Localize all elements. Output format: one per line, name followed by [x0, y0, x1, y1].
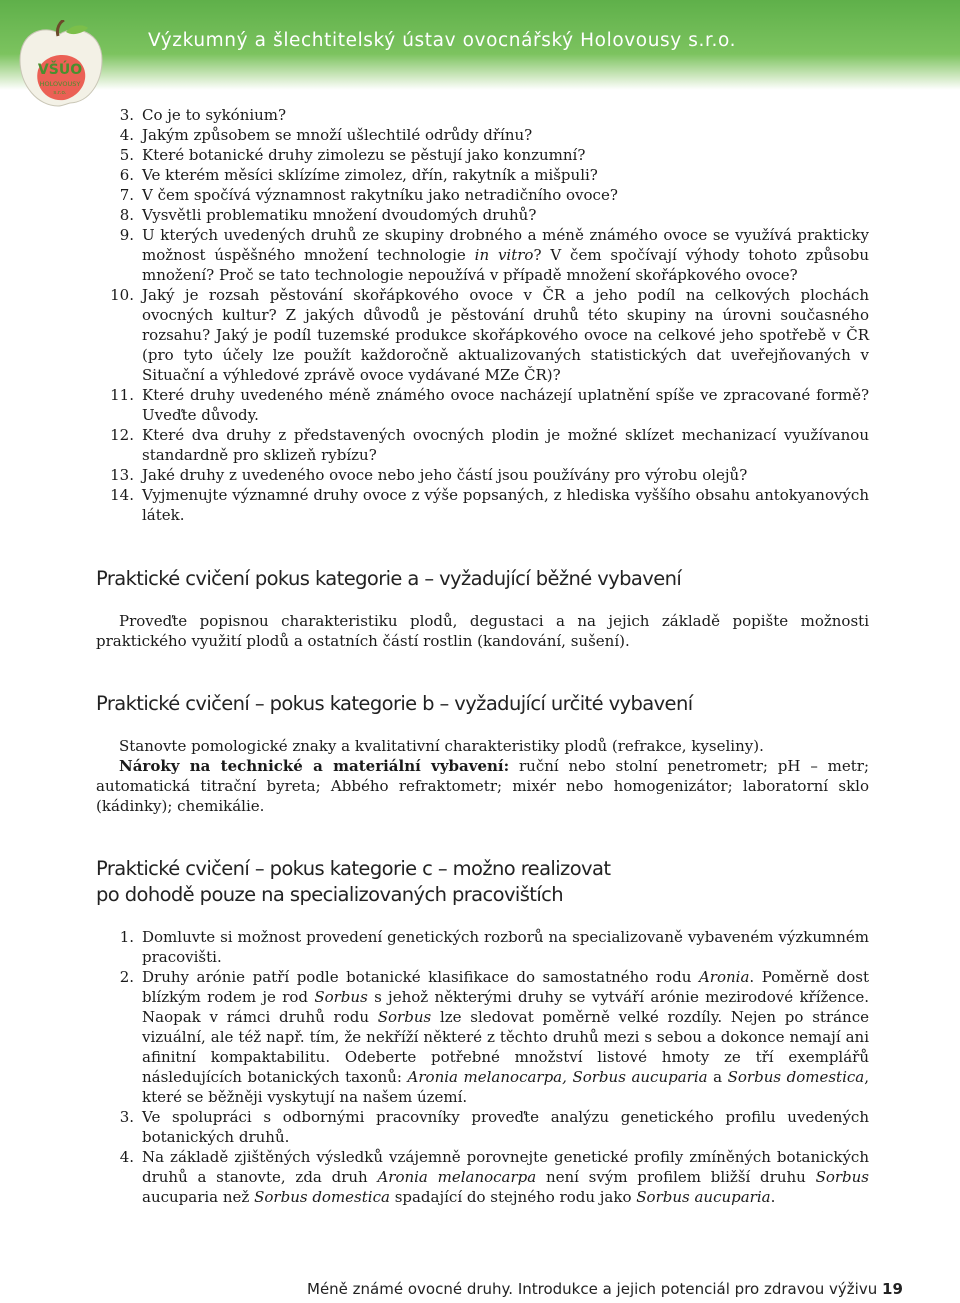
question-number: 12. [110, 426, 134, 444]
question-text: Jakým způsobem se množí ušlechtilé odrůdy dřínu? [142, 126, 533, 144]
institute-name: Výzkumný a šlechtitelský ústav ovocnářský Holovousy s.r.o. [148, 30, 737, 51]
page-number: 19 [882, 1280, 903, 1298]
task-text [142, 1147, 869, 1207]
question-text: V čem spočívá významnost rakytníku jako netradičního ovoce? [142, 186, 618, 204]
task-text-part: není svým profilem bližší druhu [536, 1168, 816, 1186]
requirements-text: ruční nebo stolní penetrometr; pH – metr; automatická titrační byreta; Abbého refraktometr; mixér nebo homogenizátor; laboratorní sklo (kádinky); chemikálie. [96, 757, 870, 815]
task-text: Ve spolupráci s odbornými pracovníky proveďte analýzu genetického profilu uvedených botanických druhů. [142, 1108, 869, 1146]
task-number: 1. [119, 928, 134, 946]
question-text: Ve kterém měsíci sklízíme zimolez, dřín, rakytník a mišpuli? [142, 166, 598, 184]
page-footer [307, 1280, 903, 1298]
footer-text: Méně známé ovocné druhy. Introdukce a jejich potenciál pro zdravou výživu [307, 1280, 878, 1298]
question-text: Co je to sykónium? [142, 106, 287, 124]
logo-subtext-2: s.r.o. [53, 90, 67, 96]
task-text-italic: Aronia melanocarpa, Sorbus aucuparia [407, 1068, 708, 1086]
question-text: Které dva druhy z představených ovocných plodin je možné sklízet mechanizací využívanou standardně pro sklizeň rybízu? [142, 426, 869, 464]
task-text-italic: Sorbus [314, 988, 368, 1006]
question-number: 4. [119, 126, 134, 144]
question-text: Vyjmenujte významné druhy ovoce z výše popsaných, z hlediska vyššího obsahu antokyanových látek. [142, 486, 869, 524]
question-number: 7. [119, 186, 134, 204]
section-a-heading: Praktické cvičení pokus kategorie a – vyžadující běžné vybavení [96, 567, 682, 590]
requirements-label: Nároky na technické a materiální vybavení: [119, 757, 510, 775]
question-number: 3. [119, 106, 134, 124]
task-text-italic: Aronia melanocarpa [377, 1168, 537, 1186]
question-number: 8. [119, 206, 134, 224]
task-text-part: . [770, 1188, 776, 1206]
task-text-italic: Sorbus [815, 1168, 869, 1186]
section-b-heading: Praktické cvičení – pokus kategorie b – vyžadující určité vybavení [96, 692, 693, 715]
question-number: 14. [110, 486, 134, 504]
section-c-heading-line2: po dohodě pouze na specializovaných pracovištích [96, 883, 564, 906]
task-text-part: s jehož některými druhy se vytváří arónie mezirodové křížence. Naopak v rámci druhů rodu [142, 988, 869, 1026]
question-number: 6. [119, 166, 134, 184]
question-number: 9. [119, 226, 134, 244]
question-number: 10. [110, 286, 134, 304]
question-text: Jaký je rozsah pěstování skořápkového ovoce v ČR a jeho podíl na celkových plochách ovocných kultur? Z jakých důvodů je pěstování druhů této skupiny na úrovni současného rozsahu? Jaký je podíl tuzemské produkce skořápkového ovoce na celkové jeho spotřebě v ČR (pro tyto účely lze použít každoročně aktualizovaných statistických dat uveřejňovaných v Situační a výhledové zprávě ovoce vydávané MZe ČR)? [142, 286, 869, 384]
task-text-part: Druhy arónie patří podle botanické klasifikace do samostatného rodu [142, 968, 699, 986]
section-b-text: Stanovte pomologické znaky a kvalitativní charakteristiky plodů (refrakce, kyseliny). [119, 737, 764, 755]
question-text-part: U kterých uvedených druhů ze skupiny drobného a méně známého ovoce se využívá prakticky možnost úspěšného množení technologie [142, 226, 869, 264]
question-text-part: ? V čem spočívají výhody tohoto způsobu množení? Proč se tato technologie nepoužívá v případě množení skořápkového ovoce? [142, 246, 870, 284]
task-number: 3. [119, 1108, 134, 1126]
section-a-text: Proveďte popisnou charakteristiku plodů, degustaci a na jejich základě popište možnosti praktického využití plodů a ostatních částí rostlin (kandování, sušení). [96, 612, 869, 650]
question-text: Které druhy uvedeného méně známého ovoce nacházejí uplatnění spíše ve zpracované formě? Uveďte důvody. [142, 386, 869, 424]
task-number: 2. [119, 968, 134, 986]
task-text-italic: Sorbus domestica [727, 1068, 865, 1086]
apple-logo [14, 20, 106, 112]
task-text: Domluvte si možnost provedení genetických rozborů na specializovaně vybaveném výzkumném pracovišti. [142, 928, 869, 966]
task-text-italic: Sorbus domestica [254, 1188, 390, 1206]
task-text-part: . Poměrně dost blízkým rodem je rod [142, 968, 869, 1006]
task-text-part: spadající do stejného rodu jako [389, 1188, 637, 1206]
task-text [142, 967, 869, 1107]
task-text-part: a [707, 1068, 728, 1086]
logo-text: VŠÚO [37, 62, 83, 78]
task-text-part: Na základě zjištěných výsledků vzájemně porovnejte genetické profily zmíněných botanických druhů a stanovte, zda druh [142, 1148, 869, 1186]
question-text: Které botanické druhy zimolezu se pěstují jako konzumní? [142, 146, 586, 164]
section-b-requirements [96, 756, 869, 816]
question-text: Jaké druhy z uvedeného ovoce nebo jeho částí jsou používány pro výrobu olejů? [142, 466, 748, 484]
question-text [142, 225, 869, 285]
question-text: Vysvětli problematiku množení dvoudomých druhů? [142, 206, 537, 224]
question-number: 13. [110, 466, 134, 484]
logo-subtext: HOLOVOUSY [39, 80, 81, 88]
question-number: 5. [119, 146, 134, 164]
task-text-part: lze sledovat poměrně velké rozdíly. Nejen po stránce vizuální, ale též např. tím, že nekříží některé z těchto druhů mezi s sebou a dokonce nemají ani afinitní kompaktabilitu. Odeberte potřebné množství listové hmoty ze tří exemplářů následujících botanických taxonů: [142, 1008, 869, 1086]
section-c-heading-line1: Praktické cvičení – pokus kategorie c – možno realizovat [96, 857, 611, 880]
task-text-italic: Sorbus [377, 1008, 432, 1026]
question-number: 11. [110, 386, 134, 404]
task-number: 4. [119, 1148, 134, 1166]
question-text-italic: in vitro [474, 246, 534, 264]
task-text-italic: Aronia [698, 968, 750, 986]
task-text-part: , které se běžněji vyskytují na našem území. [142, 1068, 869, 1106]
task-text-italic: Sorbus aucuparia [636, 1188, 771, 1206]
task-text-part: aucuparia než [142, 1188, 255, 1206]
